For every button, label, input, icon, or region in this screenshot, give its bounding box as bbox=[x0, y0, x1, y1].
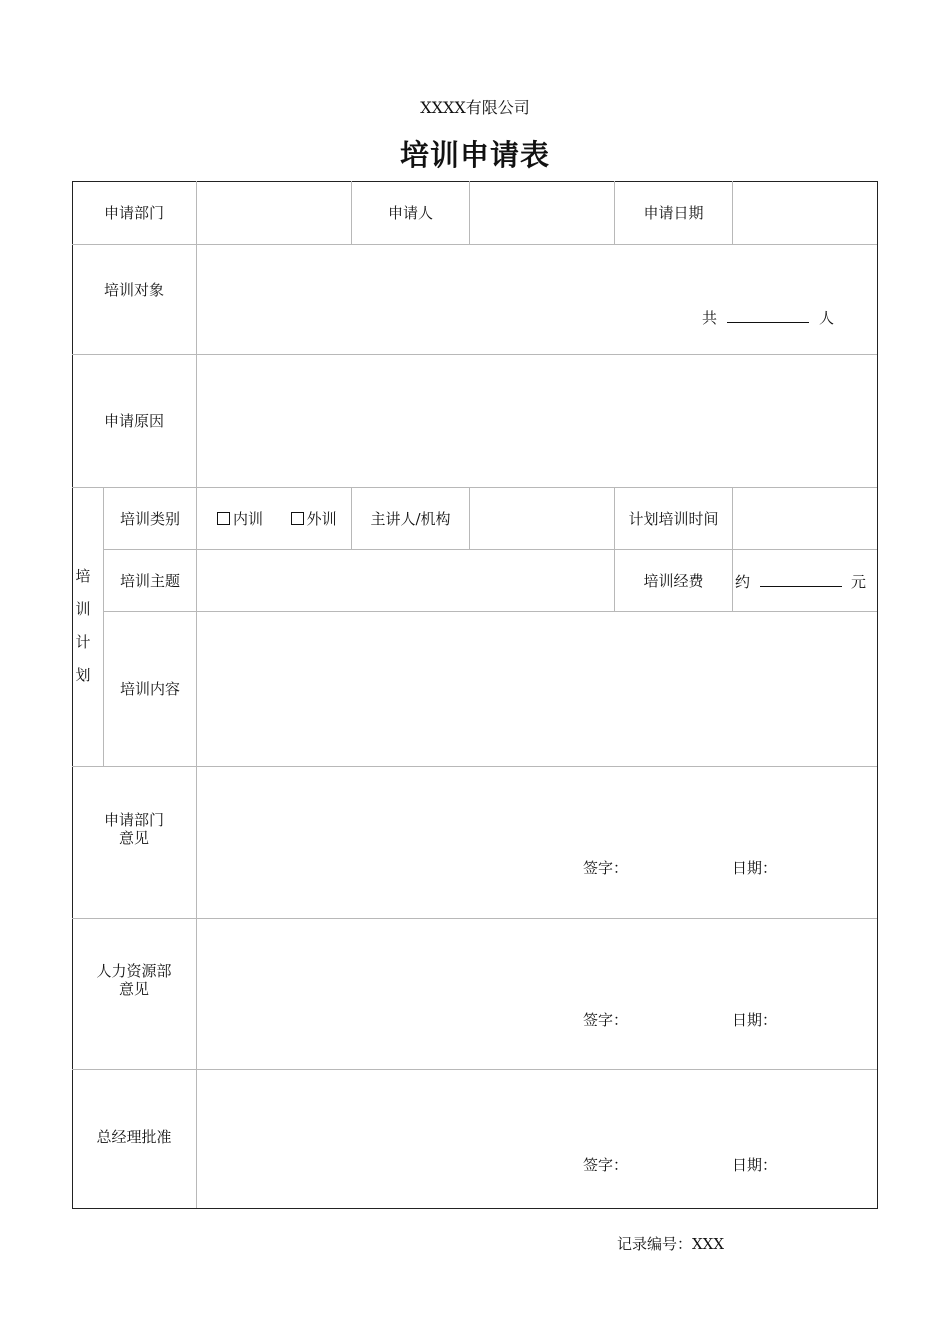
hr-opinion-label: 人力资源部 意见 bbox=[96, 962, 172, 998]
applicant-label: 申请人 bbox=[387, 203, 433, 222]
dept-opinion-field[interactable] bbox=[197, 767, 876, 918]
applicant-field[interactable] bbox=[470, 181, 614, 244]
hr-date-label: 日期： bbox=[732, 1011, 778, 1029]
gm-approval-label: 总经理批准 bbox=[96, 1127, 172, 1146]
internal-checkbox[interactable] bbox=[217, 512, 230, 525]
topic-label: 培训主题 bbox=[119, 571, 180, 590]
category-label: 培训类别 bbox=[119, 509, 180, 528]
cost-suffix: 元 bbox=[851, 573, 867, 591]
dept-opinion-label: 申请部门 意见 bbox=[103, 810, 164, 847]
gm-date-label: 日期： bbox=[732, 1156, 778, 1174]
headcount-blank[interactable] bbox=[727, 308, 809, 323]
category-options bbox=[217, 508, 337, 529]
target-label: 培训对象 bbox=[103, 280, 164, 299]
reason-label: 申请原因 bbox=[103, 412, 164, 430]
planned-time-label: 计划培训时间 bbox=[628, 509, 719, 528]
topic-field[interactable] bbox=[197, 550, 614, 611]
cost-blank[interactable] bbox=[760, 572, 842, 587]
form-title: 培训申请表 bbox=[399, 138, 550, 172]
headcount bbox=[702, 307, 834, 328]
apply-date-field[interactable] bbox=[733, 181, 876, 244]
gm-approval-field[interactable] bbox=[197, 1070, 876, 1207]
training-plan-label: 培 训 计 划 bbox=[75, 567, 91, 684]
external-checkbox[interactable] bbox=[291, 512, 304, 525]
content-label: 培训内容 bbox=[119, 680, 180, 698]
cost-amount bbox=[735, 571, 866, 592]
dept-sign-label: 签字： bbox=[583, 859, 629, 877]
headcount-suffix: 人 bbox=[819, 309, 835, 327]
apply-date-label: 申请日期 bbox=[643, 203, 704, 222]
dept-date-label: 日期： bbox=[732, 859, 778, 877]
company-name: XXXX有限公司 bbox=[420, 98, 530, 117]
dept-label: 申请部门 bbox=[103, 203, 164, 222]
reason-field[interactable] bbox=[197, 355, 876, 487]
cost-label: 培训经费 bbox=[643, 571, 704, 590]
internal-option[interactable]: 内训 bbox=[217, 510, 263, 528]
training-application-form bbox=[72, 181, 878, 1209]
planned-time-field[interactable] bbox=[733, 488, 876, 549]
content-field[interactable] bbox=[197, 612, 876, 766]
cost-prefix: 约 bbox=[735, 573, 751, 591]
gm-sign-label: 签字： bbox=[583, 1156, 629, 1174]
headcount-prefix: 共 bbox=[702, 309, 718, 327]
hr-opinion-field[interactable] bbox=[197, 919, 876, 1069]
lecturer-field[interactable] bbox=[470, 488, 614, 549]
external-option[interactable]: 外训 bbox=[291, 510, 337, 528]
lecturer-label: 主讲人/机构 bbox=[370, 509, 451, 528]
dept-field[interactable] bbox=[197, 181, 351, 244]
target-field[interactable] bbox=[197, 245, 876, 354]
hr-sign-label: 签字： bbox=[583, 1011, 629, 1029]
record-number: 记录编号：XXX bbox=[617, 1235, 725, 1253]
